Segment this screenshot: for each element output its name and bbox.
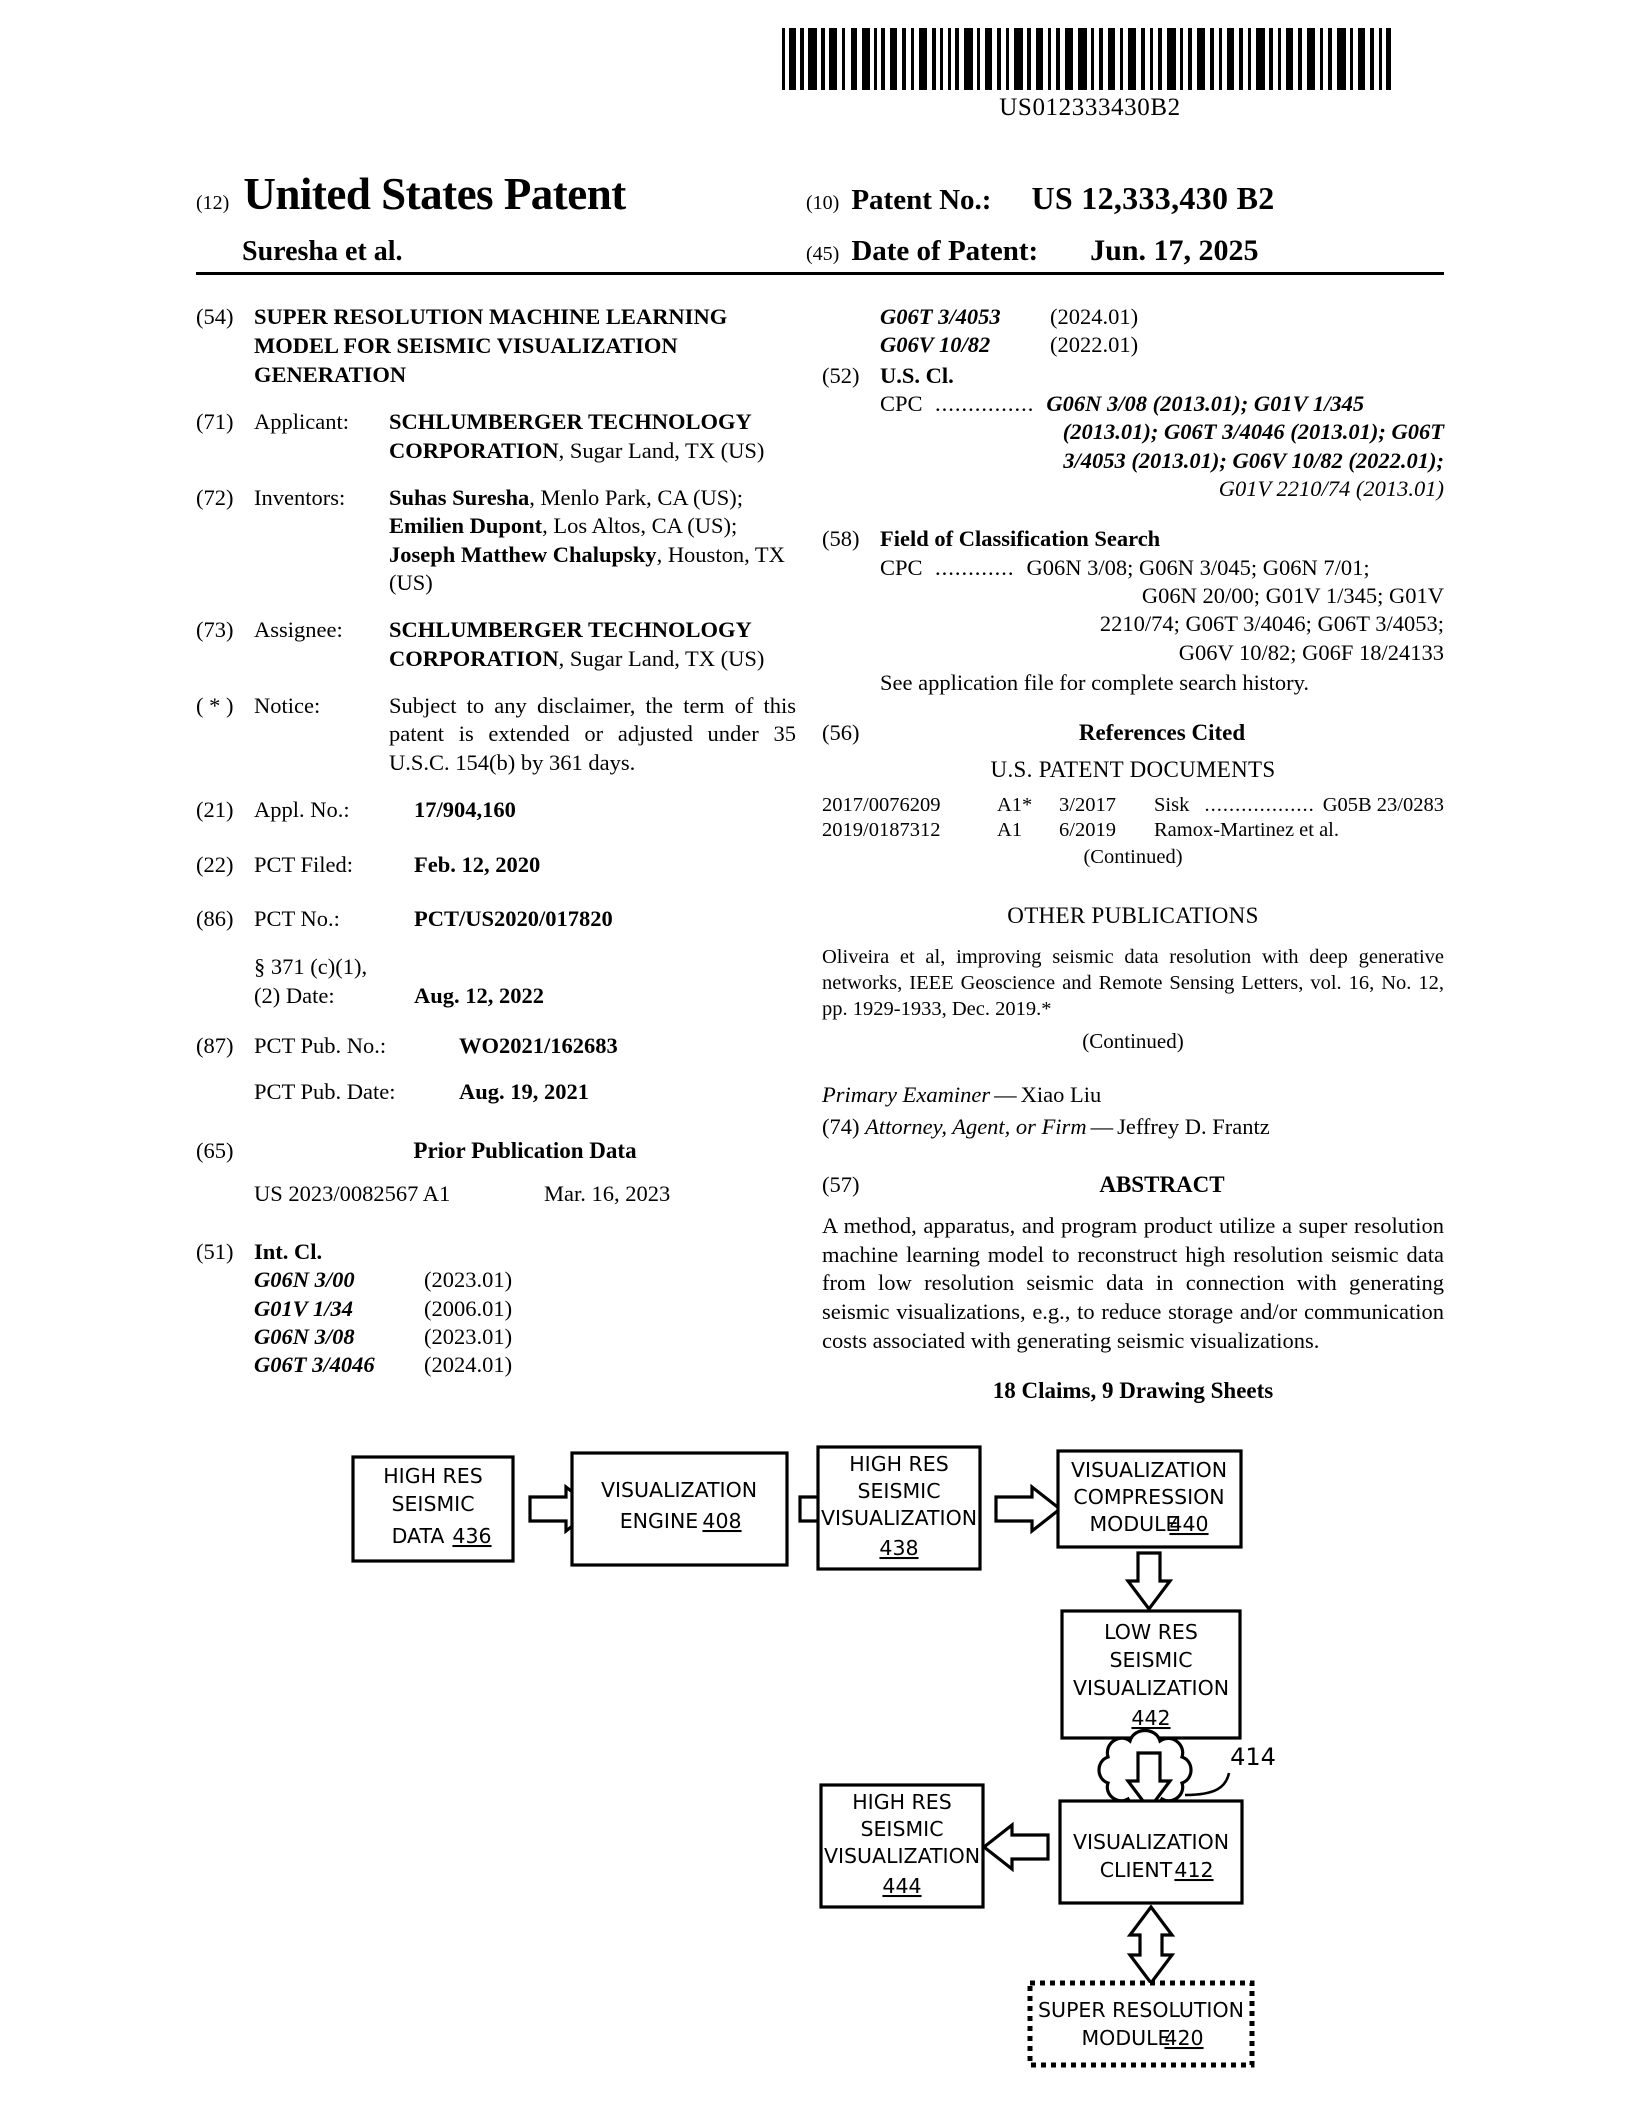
field-pct-pub-no	[196, 1032, 796, 1060]
int-cl-code: G06T 3/4053	[880, 304, 1001, 329]
box-440-line: VISUALIZATION	[1070, 1458, 1228, 1482]
inventor-address: , Menlo Park, CA (US);	[529, 485, 744, 511]
box-444-line: HIGH RES	[852, 1790, 952, 1814]
applicant-address: , Sugar Land, TX (US)	[558, 437, 765, 463]
header-right	[806, 180, 1446, 217]
field-us-cl	[822, 362, 1444, 390]
assignee-name: SCHLUMBERGER TECHNOLOGY CORPORATION	[389, 617, 751, 671]
field-assignee-tag: (73)	[196, 617, 234, 643]
field-notice-tag: ( * )	[196, 693, 234, 719]
table-row	[822, 818, 1444, 843]
field-inventors-tag: (72)	[196, 485, 234, 511]
field-pct-pub-date-value: Aug. 19, 2021	[459, 1079, 590, 1105]
box-412-ref: 412	[1174, 1858, 1214, 1882]
prior-pub-number: US 2023/0082567 A1	[254, 1180, 451, 1206]
field-prior-pub	[196, 1137, 796, 1166]
field-title-text: SUPER RESOLUTION MACHINE LEARNING MODEL FOR SEISMIC VISUALIZATION GENERATION	[254, 304, 728, 387]
inventor-entry	[389, 484, 796, 512]
field-inventors-label: Inventors:	[254, 485, 346, 511]
field-appl-no-value: 17/904,160	[414, 797, 516, 823]
int-cl-date: (2022.01)	[1050, 332, 1139, 358]
box-436-line: HIGH RES	[383, 1464, 483, 1488]
prior-pub-date: Mar. 16, 2023	[544, 1180, 671, 1206]
applicant-name: SCHLUMBERGER TECHNOLOGY CORPORATION	[389, 409, 751, 463]
field-classification-search-tag: (58)	[822, 526, 860, 552]
field-pct-pub-no-value: WO2021/162683	[459, 1032, 618, 1058]
field-notice-text: Subject to any disclaimer, the term of this patent is extended or adjusted under 35 U.S.C. 154(b) by 361 days.	[389, 693, 796, 775]
patent-no-tag: (10)	[806, 192, 840, 214]
date-of-patent-label: Date of Patent:	[851, 235, 1039, 267]
arrow-compression-to-lowres	[1128, 1553, 1170, 1609]
abstract-tag: (57)	[822, 1172, 860, 1198]
int-cl-code: G06T 3/4046	[254, 1352, 375, 1378]
barcode-image	[780, 28, 1392, 90]
ref-date: 6/2019	[1059, 819, 1116, 842]
field-notice	[196, 692, 796, 777]
ref-kind: A1*	[997, 794, 1033, 817]
box-420-line: MODULE	[1081, 2026, 1171, 2050]
box-super-resolution-module	[1030, 1983, 1252, 2065]
field-pct-no-value: PCT/US2020/017820	[414, 905, 613, 931]
patent-no-label: Patent No.:	[851, 184, 992, 216]
claims-drawings-line: 18 Claims, 9 Drawing Sheets	[992, 1378, 1274, 1404]
inventor-surname-line: Suresha et al.	[242, 236, 403, 267]
box-442-line: VISUALIZATION	[1072, 1676, 1230, 1700]
box-442-line: LOW RES	[1104, 1620, 1198, 1644]
field-assignee	[196, 616, 796, 673]
arrow-client-to-highres-444	[984, 1825, 1048, 1869]
examiner-dash: —	[994, 1081, 1017, 1107]
box-438-line: HIGH RES	[849, 1452, 949, 1476]
date-of-patent-tag: (45)	[806, 243, 840, 265]
box-438-line: VISUALIZATION	[820, 1506, 978, 1530]
box-436-line: SEISMIC	[391, 1492, 475, 1516]
ref-name: Ramox-Martinez et al.	[1154, 819, 1340, 842]
box-440-line: MODULE	[1089, 1512, 1179, 1536]
inventor-entry	[389, 541, 796, 598]
us-cl-dots: ...............	[935, 391, 1035, 417]
box-408-line: VISUALIZATION	[600, 1478, 758, 1502]
field-pct-pub-date	[196, 1078, 796, 1106]
assignee-address: , Sugar Land, TX (US)	[558, 645, 765, 671]
inventor-name: Joseph Matthew Chalupsky	[389, 541, 657, 567]
field-pct-pub-no-tag: (87)	[196, 1032, 234, 1058]
date-of-patent-value: Jun. 17, 2025	[1090, 234, 1259, 267]
inventor-entry	[389, 512, 796, 540]
field-assignee-label: Assignee:	[254, 617, 343, 643]
ref-name: Sisk	[1154, 794, 1190, 817]
int-cl-table	[254, 1266, 796, 1379]
classification-search-heading: Field of Classification Search	[880, 526, 1161, 552]
attorney-tag: (74)	[822, 1114, 860, 1140]
int-cl-heading: Int. Cl.	[254, 1238, 323, 1264]
field-applicant-label: Applicant:	[254, 409, 349, 435]
box-408-ref: 408	[702, 1509, 742, 1533]
arrow-vis-to-compression	[996, 1487, 1060, 1531]
field-inventors	[196, 484, 796, 597]
us-cl-cpc-label: CPC	[880, 391, 923, 417]
int-cl-row	[254, 1351, 796, 1379]
fs-dots: ............	[935, 554, 1015, 580]
int-cl-code: G06N 3/08	[254, 1323, 355, 1349]
arrow-client-to-super-resolution	[1130, 1907, 1172, 1983]
box-444-line: SEISMIC	[860, 1817, 944, 1841]
us-cl-line: 3/4053 (2013.01); G06V 10/82 (2022.01);	[1063, 447, 1444, 473]
field-371-date-value: Aug. 12, 2022	[414, 982, 545, 1008]
bibliographic-right-column	[822, 303, 1444, 1406]
figure-svg	[0, 1395, 1642, 2125]
us-patent-documents-heading: U.S. PATENT DOCUMENTS	[990, 757, 1276, 783]
field-title	[196, 303, 796, 389]
field-title-tag: (54)	[196, 304, 234, 329]
prior-publication-heading: Prior Publication Data	[413, 1137, 637, 1163]
barcode-block	[780, 28, 1400, 122]
ref-number: 2019/0187312	[822, 819, 941, 842]
inventor-name: Suhas Suresha	[389, 485, 530, 511]
field-pct-filed-value: Feb. 12, 2020	[414, 851, 541, 877]
box-436-line: DATA	[391, 1524, 445, 1548]
barcode-number: US012333430B2	[999, 94, 1181, 121]
ref-dots: ..................	[1204, 794, 1315, 817]
field-notice-label: Notice:	[254, 693, 321, 719]
patent-header	[196, 168, 1446, 268]
other-publications-heading: OTHER PUBLICATIONS	[1007, 903, 1259, 929]
int-cl-code: G01V 1/34	[254, 1295, 353, 1321]
references-cited-heading: References Cited	[1078, 720, 1246, 746]
prior-pub-entry	[196, 1180, 796, 1208]
field-pct-no-tag: (86)	[196, 905, 234, 931]
int-cl-date: (2023.01)	[424, 1267, 513, 1293]
field-pct-filed-label: PCT Filed:	[254, 851, 353, 877]
field-pct-pub-no-label: PCT Pub. No.:	[254, 1032, 387, 1058]
header-right-row2	[806, 234, 1446, 268]
field-appl-no-label: Appl. No.:	[254, 797, 350, 823]
primary-examiner-label: Primary Examiner	[822, 1081, 991, 1107]
field-371-line1: § 371 (c)(1),	[254, 954, 368, 980]
attorney-label: Attorney, Agent, or Firm	[865, 1114, 1087, 1140]
primary-examiner-line	[822, 1081, 1444, 1109]
box-420-line: SUPER RESOLUTION	[1038, 1998, 1244, 2022]
ref-number: 2017/0076209	[822, 794, 941, 817]
cloud-ref-label: 414	[1230, 1743, 1276, 1771]
field-pct-no	[196, 905, 796, 933]
field-pct-filed	[196, 851, 796, 879]
box-420-ref: 420	[1164, 2026, 1204, 2050]
int-cl-date: (2006.01)	[424, 1295, 513, 1321]
int-cl-code: G06V 10/82	[880, 332, 991, 358]
box-444-ref: 444	[882, 1874, 922, 1898]
box-442-line: SEISMIC	[1109, 1648, 1193, 1672]
us-cl-line: (2013.01); G06T 3/4046 (2013.01); G06T	[1062, 419, 1444, 445]
int-cl-date: (2023.01)	[424, 1323, 513, 1349]
box-440-line: COMPRESSION	[1073, 1485, 1225, 1509]
references-cited-tag: (56)	[822, 720, 860, 746]
box-438-ref: 438	[879, 1536, 919, 1560]
box-444-line: VISUALIZATION	[823, 1844, 981, 1868]
references-continued: (Continued)	[1083, 846, 1183, 869]
us-cl-body	[880, 390, 1444, 503]
fs-line: G06V 10/82; G06F 18/24133	[1178, 639, 1444, 665]
fs-line: 2210/74; G06T 3/4046; G06T 3/4053;	[1099, 611, 1444, 637]
header-divider	[196, 272, 1444, 275]
fs-see-application-line: See application file for complete search history.	[880, 670, 1310, 696]
field-pct-no-label: PCT No.:	[254, 905, 340, 931]
field-references-cited	[822, 719, 1444, 748]
attorney-dash: —	[1090, 1114, 1114, 1140]
field-pct-filed-tag: (22)	[196, 851, 234, 877]
abstract-text: A method, apparatus, and program product utilize a super resolution machine learning model to reconstruct high resolution seismic data from low resolution seismic data in connection with generating seismic visualizations, e.g., to reduce storage and/or communication costs associated with generating seismic visualizations.	[822, 1213, 1444, 1353]
patent-no-value: US 12,333,430 B2	[1031, 180, 1275, 216]
field-appl-no	[196, 796, 796, 824]
field-applicant-tag: (71)	[196, 409, 234, 435]
header-left-row2	[196, 236, 806, 268]
box-440-ref: 440	[1169, 1512, 1209, 1536]
figure-block-diagram	[0, 1395, 1642, 2125]
field-int-cl-tag: (51)	[196, 1238, 234, 1264]
country-code-tag: (12)	[196, 192, 230, 214]
int-cl-row	[254, 1295, 796, 1323]
int-cl-code: G06N 3/00	[254, 1267, 355, 1293]
attorney-line	[822, 1113, 1444, 1141]
box-436-ref: 436	[452, 1524, 492, 1548]
fs-line: G06N 20/00; G01V 1/345; G01V	[1141, 583, 1444, 609]
classification-search-body	[880, 554, 1444, 698]
other-publications-continued: (Continued)	[1082, 1029, 1184, 1054]
field-int-cl	[196, 1238, 796, 1266]
fs-cpc-label: CPC	[880, 554, 923, 580]
int-cl-row	[254, 1266, 796, 1294]
box-408-line: ENGINE	[619, 1509, 699, 1533]
ref-kind: A1	[997, 819, 1023, 842]
inventor-address: , Los Altos, CA (US);	[542, 513, 738, 539]
inventor-address: , Houston, TX (US)	[389, 541, 785, 596]
other-publication-entry: Oliveira et al, improving seismic data resolution with deep generative networks, IEEE Geoscience and Remote Sensing Letters, vol. 16, No. 12, pp. 1929-1933, Dec. 2019.*	[822, 946, 1444, 1020]
us-cl-line: G01V 2210/74 (2013.01)	[1218, 476, 1444, 502]
abstract-heading: ABSTRACT	[1099, 1172, 1225, 1198]
int-cl-continued-table	[880, 303, 1444, 360]
box-412-line: VISUALIZATION	[1072, 1830, 1230, 1854]
field-371	[196, 953, 796, 1010]
primary-examiner-name: Xiao Liu	[1020, 1081, 1102, 1107]
attorney-name: Jeffrey D. Frantz	[1117, 1114, 1270, 1140]
int-cl-row	[880, 331, 1444, 359]
bibliographic-left-column	[196, 303, 796, 1380]
table-row	[822, 793, 1444, 818]
field-prior-pub-tag: (65)	[196, 1137, 234, 1163]
field-applicant	[196, 408, 796, 465]
field-371-date-label: (2) Date:	[254, 982, 335, 1008]
us-cl-heading: U.S. Cl.	[880, 362, 954, 388]
box-412-line: CLIENT	[1099, 1858, 1173, 1882]
int-cl-row	[880, 303, 1444, 331]
us-cl-line: G06N 3/08 (2013.01); G01V 1/345	[1046, 391, 1365, 417]
us-patent-documents-table	[822, 793, 1444, 870]
int-cl-date: (2024.01)	[424, 1352, 513, 1378]
inventor-name: Emilien Dupont	[389, 513, 543, 539]
field-appl-no-tag: (21)	[196, 797, 234, 823]
header-left	[196, 168, 806, 220]
int-cl-date: (2024.01)	[1050, 304, 1139, 329]
field-abstract	[822, 1171, 1444, 1200]
page-title: United States Patent	[243, 169, 626, 219]
field-pct-pub-date-label: PCT Pub. Date:	[254, 1079, 396, 1105]
field-371-line2	[254, 982, 796, 1010]
ref-date: 3/2017	[1059, 794, 1116, 817]
fs-line: G06N 3/08; G06N 3/045; G06N 7/01;	[1026, 554, 1370, 580]
ref-class: G05B 23/0283	[1322, 794, 1444, 817]
leader-line-414	[1185, 1773, 1229, 1795]
field-classification-search	[822, 525, 1444, 553]
int-cl-row	[254, 1323, 796, 1351]
field-us-cl-tag: (52)	[822, 362, 860, 388]
box-442-ref: 442	[1131, 1706, 1171, 1730]
box-438-line: SEISMIC	[857, 1479, 941, 1503]
